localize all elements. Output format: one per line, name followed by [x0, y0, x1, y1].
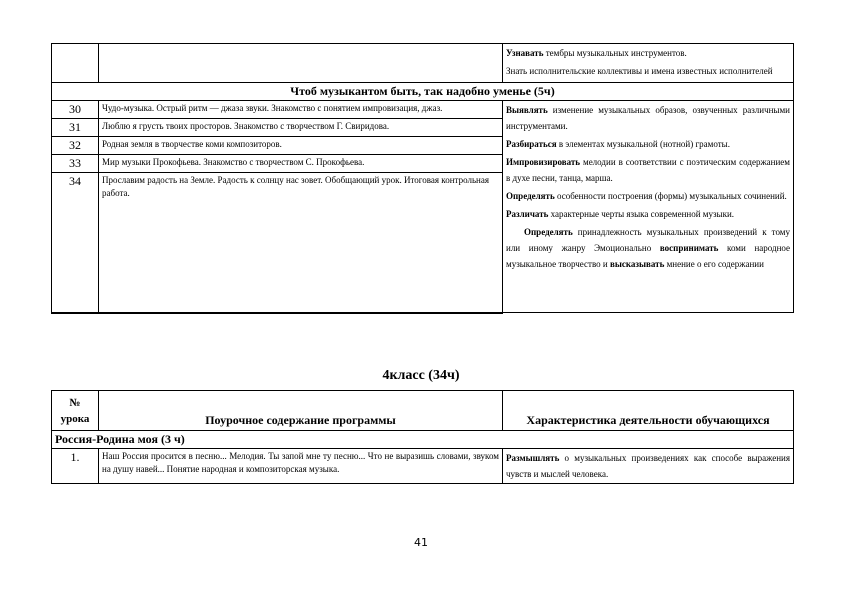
activity-item: Импровизировать мелодии в соответствии с поэтическим содержанием в духе песни, танца, марша.: [506, 157, 790, 183]
activity-cell: Размышлять о музыкальных произведениях как способе выражения чувств и мыслей человека.: [503, 449, 794, 484]
table-row: [52, 44, 794, 83]
activity-item: Выявлять изменение музыкальных образов, озвученных различными инструментами.: [506, 105, 790, 131]
table-row: [52, 449, 794, 484]
lesson-content-cell: [99, 44, 503, 83]
page-number: 41: [414, 536, 428, 549]
activity-item: Определять принадлежность музыкальных произведений к тому или иному жанру Эмоционально воспринимать коми народное музыкальное творчество и высказывать мнение о его содержании: [506, 227, 791, 269]
column-header-content: Поурочное содержание программы: [99, 391, 503, 431]
activity-item: Различать характерные черты языка современной музыки.: [506, 209, 735, 219]
activity-item: Определять особенности построения (формы) музыкальных сочинений.: [506, 191, 787, 201]
section-row: [52, 83, 794, 101]
section-row: [52, 431, 794, 449]
lesson-content: Наш Россия просится в песню... Мелодия. Ты запой мне ту песню... Что не выразишь словами, звуком на душу навей... Понятие народная и композиторская музыка.: [99, 449, 503, 484]
lesson-number: 1.: [52, 449, 99, 484]
lesson-content: Люблю я грусть твоих просторов. Знакомство с творчеством Г. Свиридова.: [99, 119, 503, 137]
table-row: [52, 101, 794, 119]
lesson-number: 32: [52, 137, 99, 155]
column-header-activity: Характеристика деятельности обучающихся: [503, 391, 794, 431]
lesson-content: Прославим радость на Земле. Радость к солнцу нас зовет. Обобщающий урок. Итоговая контрольная работа.: [99, 173, 503, 313]
lesson-number-cell: [52, 44, 99, 83]
program-table-grade3: [51, 43, 794, 314]
activity-item: Узнавать тембры музыкальных инструментов.: [506, 48, 687, 58]
lesson-content: Чудо-музыка. Острый ритм — джаза звуки. Знакомство с понятием импровизация, джаз.: [99, 101, 503, 119]
activity-cell: [503, 44, 794, 83]
activity-item: Разбираться в элементах музыкальной (нотной) грамоты.: [506, 139, 730, 149]
grade-title: 4класс (34ч): [382, 368, 460, 383]
section-title: Чтоб музыкантом быть, так надобно уменье (5ч): [52, 83, 794, 101]
program-table-grade4: [51, 390, 794, 484]
header-row: [52, 391, 794, 431]
activity-item: Знать исполнительские коллективы и имена известных исполнителей: [506, 66, 773, 76]
lesson-content: Мир музыки Прокофьева. Знакомство с творчеством С. Прокофьева.: [99, 155, 503, 173]
lesson-number: 33: [52, 155, 99, 173]
column-header-number: № урока: [52, 391, 99, 431]
lesson-number: 30: [52, 101, 99, 119]
lesson-content: Родная земля в творчестве коми композиторов.: [99, 137, 503, 155]
activity-cell: [503, 101, 794, 313]
lesson-number: 31: [52, 119, 99, 137]
section-title: Россия-Родина моя (3 ч): [52, 431, 794, 449]
lesson-number: 34: [52, 173, 99, 313]
